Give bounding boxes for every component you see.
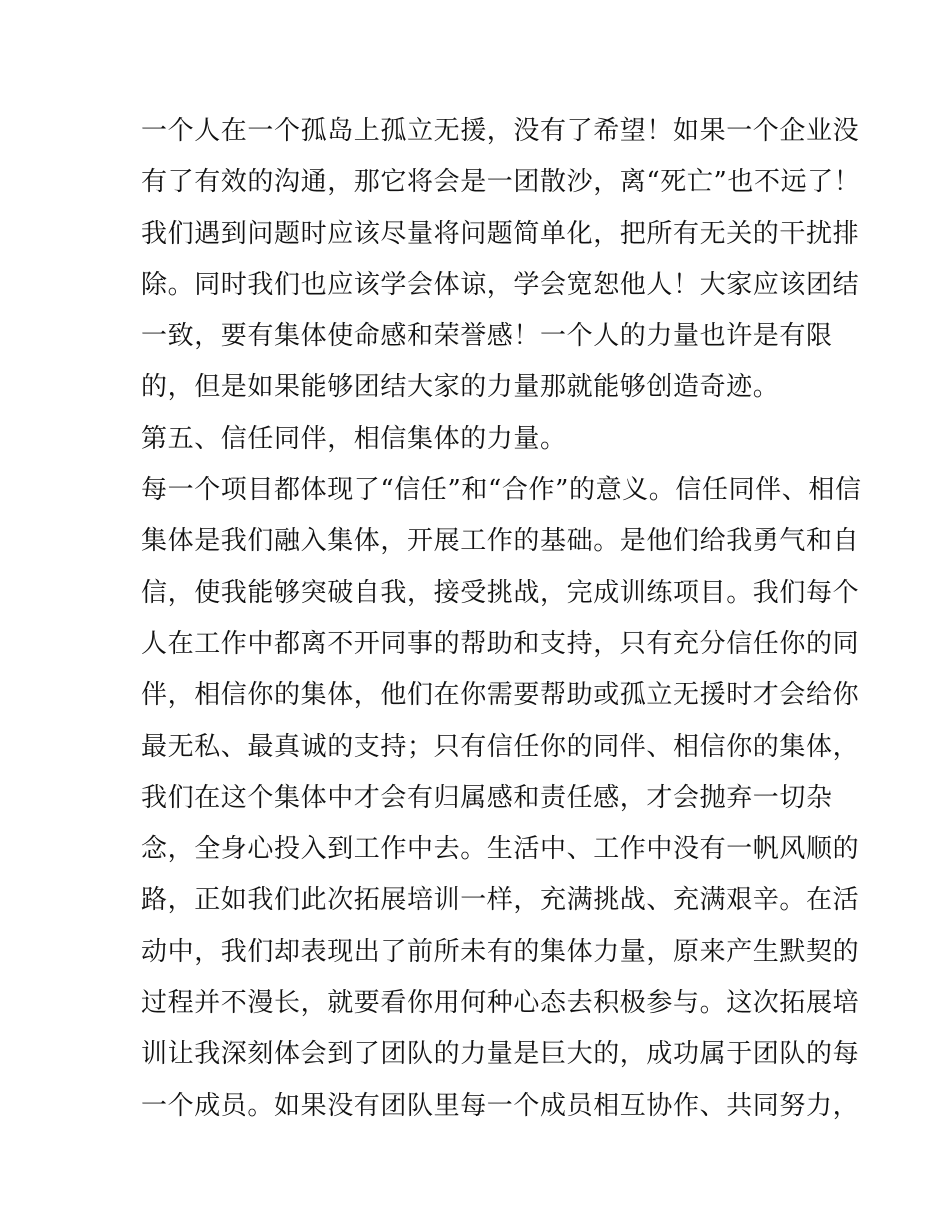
section-heading: 第五、信任同伴，相信集体的力量。 — [141, 423, 567, 454]
text-line: 一致，要有集体使命感和荣誉感！一个人的力量也许是有限 — [141, 321, 833, 352]
text-line: 的，但是如果能够团结大家的力量那就能够创造奇迹。 — [141, 372, 780, 403]
text-line: 每一个项目都体现了“信任”和“合作”的意义。信任同伴、相信 — [141, 475, 862, 506]
text-line: 除。同时我们也应该学会体谅，学会宽恕他人！大家应该团结 — [141, 269, 860, 300]
text-line: 过程并不漫长，就要看你用何种心态去积极参与。这次拓展培 — [141, 988, 860, 1019]
text-line: 有了有效的沟通，那它将会是一团散沙，离“死亡”也不远了！ — [141, 167, 861, 198]
text-line: 路，正如我们此次拓展培训一样，充满挑战、充满艰辛。在活 — [141, 885, 860, 916]
text-line: 人在工作中都离不开同事的帮助和支持，只有充分信任你的同 — [141, 628, 860, 659]
text-line: 一个成员。如果没有团队里每一个成员相互协作、共同努力， — [141, 1090, 860, 1121]
text-line: 集体是我们融入集体，开展工作的基础。是他们给我勇气和自 — [141, 526, 860, 557]
text-line: 我们在这个集体中才会有归属感和责任感，才会抛弃一切杂 — [141, 782, 833, 813]
text-line: 动中，我们却表现出了前所未有的集体力量，原来产生默契的 — [141, 936, 860, 967]
text-line: 信，使我能够突破自我，接受挑战，完成训练项目。我们每个 — [141, 577, 860, 608]
text-line: 一个人在一个孤岛上孤立无援，没有了希望！如果一个企业没 — [141, 116, 860, 146]
text-line: 训让我深刻体会到了团队的力量是巨大的，成功属于团队的每 — [141, 1039, 860, 1070]
text-line: 伴，相信你的集体，他们在你需要帮助或孤立无援时才会给你 — [141, 680, 860, 711]
document-body — [141, 106, 862, 1132]
text-line: 我们遇到问题时应该尽量将问题简单化，把所有无关的干扰排 — [141, 218, 860, 249]
text-line: 最无私、最真诚的支持；只有信任你的同伴、相信你的集体， — [141, 731, 860, 762]
text-line: 念，全身心投入到工作中去。生活中、工作中没有一帆风顺的 — [141, 834, 860, 865]
